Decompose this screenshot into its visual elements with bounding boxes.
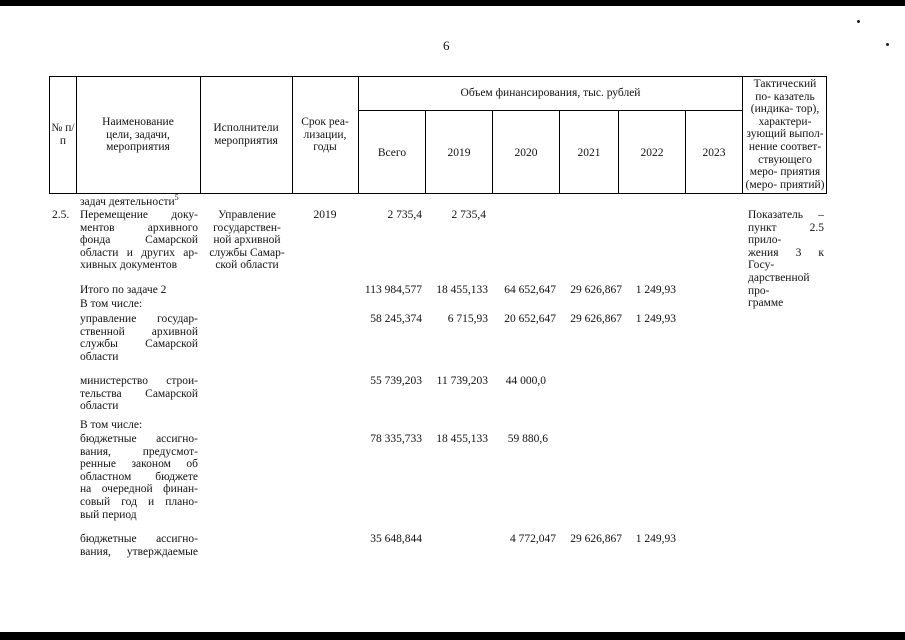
header-top-line: [49, 76, 827, 77]
header-executor: Исполнители мероприятия: [213, 122, 279, 147]
summary-2021: 29 626,867: [570, 533, 622, 545]
summary-2020: 20 652,647: [504, 313, 556, 325]
summary-name: В том числе:: [80, 419, 143, 431]
header-vline: [200, 76, 201, 193]
header-bottom-line: [49, 193, 827, 194]
summary-2019: 18 455,133: [436, 433, 488, 445]
header-year: 2019: [447, 147, 471, 159]
row-2019: 2 735,4: [451, 209, 486, 221]
summary-total: 113 984,577: [364, 284, 422, 296]
summary-2021: 29 626,867: [570, 313, 622, 325]
summary-2022: 1 249,93: [635, 284, 676, 296]
summary-2022: 1 249,93: [635, 533, 676, 545]
summary-name: бюджетные ассигно- вания, предусмот- ренные законом об областном бюджете на очередной финан- совый год и плано- вый период: [80, 433, 198, 521]
summary-2022: 1 249,93: [635, 313, 676, 325]
row-executor: Управление государствен- ной архивной службы Самар- ской области: [209, 209, 285, 272]
continuation-text: задач деятельности$^5$: [80, 193, 179, 208]
header-total: Всего: [377, 147, 407, 159]
summary-name: Итого по задаче 2: [80, 284, 167, 296]
header-vline: [826, 76, 827, 193]
header-vline: [292, 76, 293, 193]
scan-speck: [857, 20, 860, 23]
summary-2020: 59 880,6: [507, 433, 548, 445]
summary-2019: 18 455,133: [436, 284, 488, 296]
top-border: [0, 0, 905, 6]
header-year: 2020: [514, 147, 538, 159]
summary-2020: 44 000,0: [505, 375, 546, 387]
row-number: 2.5.: [52, 209, 70, 221]
summary-name: министерство строи- тельства Самарской области: [80, 375, 198, 413]
header-num: № п/п: [51, 122, 75, 147]
summary-2019: 11 739,203: [436, 375, 488, 387]
row-total: 2 735,4: [387, 209, 422, 221]
header-year: 2021: [577, 147, 601, 159]
row-indicator: Показатель – пункт 2.5 прило- жения 3 к Госу- дарственной про- грамме: [748, 209, 824, 310]
header-name: Наименование цели, задачи, мероприятия: [102, 116, 174, 154]
summary-name: управление государ- ственной архивной службы Самарской области: [80, 313, 198, 363]
row-term: 2019: [313, 209, 337, 221]
header-funding: Объем финансирования, тыс. рублей: [460, 87, 641, 99]
summary-total: 58 245,374: [370, 313, 422, 325]
page-number: 6: [443, 38, 450, 53]
scan-speck: [886, 43, 889, 46]
summary-2020: 4 772,047: [510, 533, 556, 545]
summary-total: 35 648,844: [370, 533, 422, 545]
header-term: Срок реа- лизации, годы: [301, 116, 349, 154]
summary-total: 55 739,203: [370, 375, 422, 387]
summary-total: 78 335,733: [370, 433, 422, 445]
summary-2021: 29 626,867: [570, 284, 622, 296]
row-name: Перемещение доку- ментов архивного фонда Самарской области и других ар- хивных документов: [80, 209, 198, 272]
summary-name: В том числе:: [80, 298, 143, 310]
summary-2020: 64 652,647: [504, 284, 556, 296]
header-indicator: Тактический по- казатель (индика- тор), характери- зующий выпол- нение соответ- ствующего меро- приятия (меро- приятий): [745, 78, 825, 191]
header-year: 2022: [640, 147, 664, 159]
header-vline: [76, 76, 77, 193]
bottom-border: [0, 632, 905, 640]
header-year: 2023: [702, 147, 726, 159]
summary-name: бюджетные ассигно- вания, утверждаемые: [80, 533, 198, 558]
header-vline: [742, 76, 743, 193]
summary-2019: 6 715,93: [447, 313, 488, 325]
